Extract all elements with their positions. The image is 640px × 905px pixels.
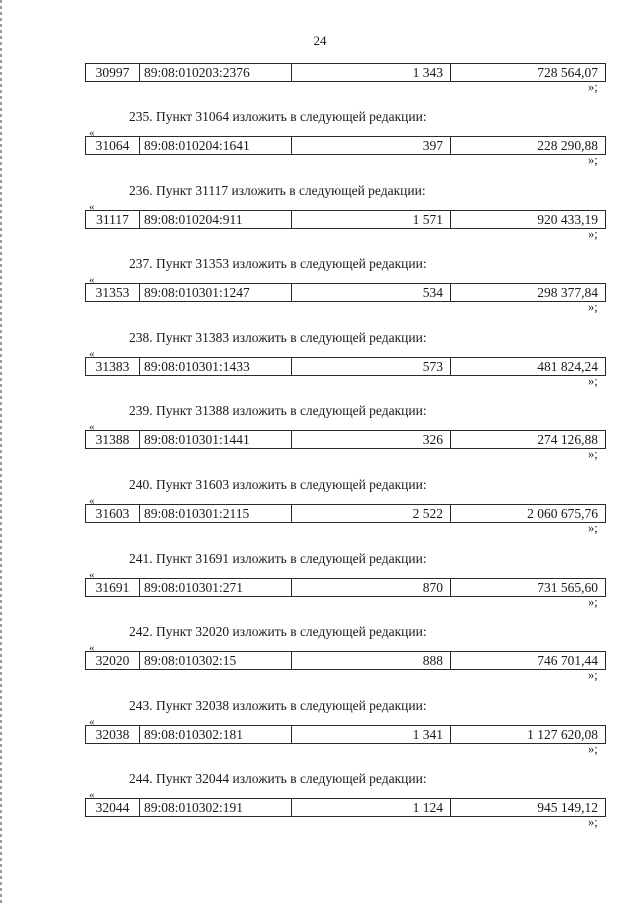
table-row bbox=[85, 725, 606, 744]
area: 888 bbox=[292, 652, 451, 669]
area: 2 522 bbox=[292, 505, 451, 522]
amendment-block bbox=[0, 477, 640, 551]
area: 534 bbox=[292, 284, 451, 301]
item-id: 31691 bbox=[86, 579, 140, 596]
table-row bbox=[85, 578, 606, 597]
area: 573 bbox=[292, 358, 451, 375]
close-quote: »; bbox=[588, 815, 598, 829]
amendment-heading: 240. Пункт 31603 изложить в следующей редакции: bbox=[129, 477, 427, 492]
amendment-block bbox=[0, 183, 640, 257]
cadastral-number: 89:08:010301:1433 bbox=[140, 358, 292, 375]
cadastral-value: 298 377,84 bbox=[537, 284, 598, 300]
amendment-block bbox=[0, 330, 640, 404]
table-row bbox=[85, 430, 606, 449]
cadastral-value: 481 824,24 bbox=[537, 358, 598, 374]
close-quote: »; bbox=[588, 668, 598, 682]
table-row bbox=[85, 136, 606, 155]
close-quote: »; bbox=[588, 227, 598, 241]
area: 397 bbox=[292, 137, 451, 154]
amendment-block bbox=[0, 771, 640, 845]
area: 1 343 bbox=[292, 64, 451, 81]
open-quote: « bbox=[89, 569, 95, 581]
open-quote: « bbox=[89, 716, 95, 728]
amendment-block bbox=[0, 403, 640, 477]
area: 1 571 bbox=[292, 211, 451, 228]
amendment-heading: 236. Пункт 31117 изложить в следующей редакции: bbox=[129, 183, 426, 198]
cadastral-value: 945 149,12 bbox=[537, 799, 598, 815]
close-quote: »; bbox=[588, 300, 598, 314]
table-row bbox=[85, 798, 606, 817]
amendment-heading: 242. Пункт 32020 изложить в следующей редакции: bbox=[129, 624, 427, 639]
page-number: 24 bbox=[313, 33, 327, 48]
item-id: 30997 bbox=[86, 64, 140, 81]
open-quote: « bbox=[89, 127, 95, 139]
close-quote: »; bbox=[588, 521, 598, 535]
cadastral-number: 89:08:010301:271 bbox=[140, 579, 292, 596]
amendment-block bbox=[0, 109, 640, 183]
cadastral-number: 89:08:010302:15 bbox=[140, 652, 292, 669]
area: 326 bbox=[292, 431, 451, 448]
cadastral-value: 731 565,60 bbox=[537, 579, 598, 595]
cadastral-value: 1 127 620,08 bbox=[527, 726, 598, 742]
item-id: 31353 bbox=[86, 284, 140, 301]
amendment-block bbox=[0, 624, 640, 698]
amendment-block bbox=[0, 551, 640, 625]
table-row bbox=[85, 651, 606, 670]
cadastral-value: 228 290,88 bbox=[537, 137, 598, 153]
table-row bbox=[85, 357, 606, 376]
amendment-block bbox=[0, 256, 640, 330]
cadastral-value: 746 701,44 bbox=[537, 652, 598, 668]
item-id: 31603 bbox=[86, 505, 140, 522]
table-row bbox=[85, 210, 606, 229]
amendment-heading: 241. Пункт 31691 изложить в следующей редакции: bbox=[129, 551, 427, 566]
table-row bbox=[85, 283, 606, 302]
cadastral-number: 89:08:010302:181 bbox=[140, 726, 292, 743]
cadastral-number: 89:08:010302:191 bbox=[140, 799, 292, 816]
open-quote: « bbox=[89, 642, 95, 654]
close-quote: »; bbox=[588, 153, 598, 167]
close-quote: »; bbox=[588, 595, 598, 609]
cadastral-value: 274 126,88 bbox=[537, 431, 598, 447]
amendment-heading: 244. Пункт 32044 изложить в следующей редакции: bbox=[129, 771, 427, 786]
close-quote: »; bbox=[588, 742, 598, 756]
item-id: 32038 bbox=[86, 726, 140, 743]
cadastral-value: 920 433,19 bbox=[537, 211, 598, 227]
cadastral-number: 89:08:010301:1441 bbox=[140, 431, 292, 448]
close-quote: »; bbox=[588, 447, 598, 461]
open-quote: « bbox=[89, 789, 95, 801]
amendment-block bbox=[0, 698, 640, 772]
open-quote: « bbox=[89, 348, 95, 360]
item-id: 31064 bbox=[86, 137, 140, 154]
item-id: 31117 bbox=[86, 211, 140, 228]
area: 1 124 bbox=[292, 799, 451, 816]
cadastral-number: 89:08:010301:2115 bbox=[140, 505, 292, 522]
open-quote: « bbox=[89, 421, 95, 433]
item-id: 31383 bbox=[86, 358, 140, 375]
open-quote: « bbox=[89, 201, 95, 213]
amendment-heading: 239. Пункт 31388 изложить в следующей редакции: bbox=[129, 403, 427, 418]
area: 1 341 bbox=[292, 726, 451, 743]
cadastral-number: 89:08:010203:2376 bbox=[140, 64, 292, 81]
close-quote: »; bbox=[588, 374, 598, 388]
item-id: 31388 bbox=[86, 431, 140, 448]
cadastral-number: 89:08:010204:1641 bbox=[140, 137, 292, 154]
item-id: 32044 bbox=[86, 799, 140, 816]
amendment-heading: 237. Пункт 31353 изложить в следующей редакции: bbox=[129, 256, 427, 271]
amendment-heading: 235. Пункт 31064 изложить в следующей редакции: bbox=[129, 109, 427, 124]
close-quote: »; bbox=[588, 80, 598, 94]
open-quote: « bbox=[89, 495, 95, 507]
open-quote: « bbox=[89, 274, 95, 286]
table-row bbox=[85, 504, 606, 523]
cadastral-number: 89:08:010204:911 bbox=[140, 211, 292, 228]
cadastral-number: 89:08:010301:1247 bbox=[140, 284, 292, 301]
item-id: 32020 bbox=[86, 652, 140, 669]
area: 870 bbox=[292, 579, 451, 596]
amendment-heading: 243. Пункт 32038 изложить в следующей редакции: bbox=[129, 698, 427, 713]
cadastral-value: 728 564,07 bbox=[537, 64, 598, 80]
cadastral-value: 2 060 675,76 bbox=[527, 505, 598, 521]
amendment-heading: 238. Пункт 31383 изложить в следующей редакции: bbox=[129, 330, 427, 345]
